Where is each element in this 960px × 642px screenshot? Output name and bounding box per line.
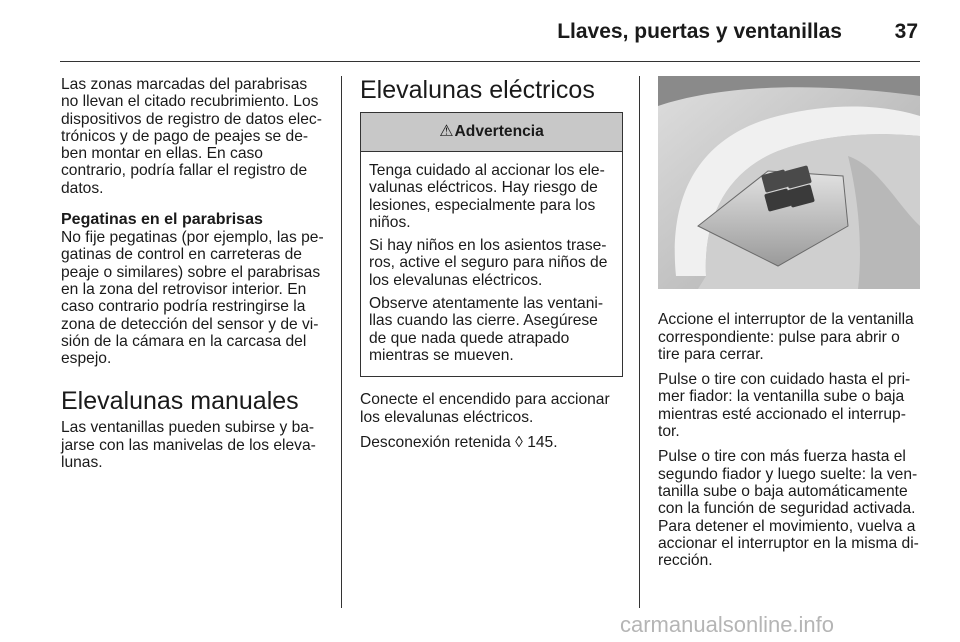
power-windows-heading: Elevalunas eléctricos [360, 76, 595, 104]
warning-box [360, 112, 623, 377]
warning-triangle-icon: ⚠ [439, 123, 454, 141]
manual-windows-heading: Elevalunas manuales [61, 387, 299, 416]
first-detent-paragraph: Pulse o tire con cuidado hasta el pri-mer fiador: la ventanilla sube o baja mientras esté accionado el interrup-tor. [658, 371, 911, 441]
switch-operation-paragraph: Accione el interruptor de la ventanilla correspondiente: pulse para abrir o tire para cerrar. [658, 311, 914, 363]
header-title: Llaves, puertas y ventanillas [557, 20, 842, 43]
column-divider [639, 76, 640, 608]
stickers-paragraph: No fije pegatinas (por ejemplo, las pe-gatinas de control en carreteras de peaje o similares) sobre el parabrisas en la zona del retrovisor interior. En caso contrario podría restringirse la zona de detección del sensor y de vi-sión de la cámara en la carcasa del espejo. [61, 229, 324, 368]
column-left [61, 76, 325, 479]
page-header [60, 0, 920, 62]
manual-windows-paragraph: Las ventanillas pueden subirse y ba-jarse con las manivelas de los eleva-lunas. [61, 419, 316, 472]
ignition-paragraph: Conecte el encendido para accionar los elevalunas eléctricos. [360, 391, 610, 426]
window-switch-photo [658, 76, 920, 289]
page-number: 37 [894, 20, 918, 43]
column-middle [360, 76, 623, 459]
warning-paragraph: Tenga cuidado al accionar los ele-valunas eléctricos. Hay riesgo de lesiones, especialmente para los niños. [369, 162, 605, 231]
retained-power-reference: Desconexión retenida ◊ 145. [360, 433, 558, 451]
warning-title: Advertencia [454, 123, 544, 141]
warning-header [361, 113, 622, 152]
warning-paragraph: Si hay niños en los asientos trase-ros, active el seguro para niños de los elevalunas eléctricos. [369, 237, 608, 289]
watermark: carmanualsonline.info [620, 612, 835, 637]
warning-paragraph: Observe atentamente las ventani-llas cuando las cierre. Asegúrese de que nada quede atrapado mientras se mueven. [369, 295, 604, 364]
warning-body [361, 152, 622, 376]
column-right [658, 76, 920, 577]
second-detent-paragraph: Pulse o tire con más fuerza hasta el segundo fiador y luego suelte: la ven-tanilla sube o baja automáticamente con la función de seguridad activada. Para detener el movimiento, vuelva a accionar el interruptor en la misma di-rección. [658, 448, 919, 570]
column-divider [341, 76, 342, 608]
intro-paragraph: Las zonas marcadas del parabrisas no llevan el citado recubrimiento. Los dispositivos de registro de datos elec-trónicos y de pago de peajes se de-ben montar en ellas. En caso contrario, podría fallar el registro de datos. [61, 76, 322, 197]
stickers-heading: Pegatinas en el parabrisas [61, 211, 263, 229]
